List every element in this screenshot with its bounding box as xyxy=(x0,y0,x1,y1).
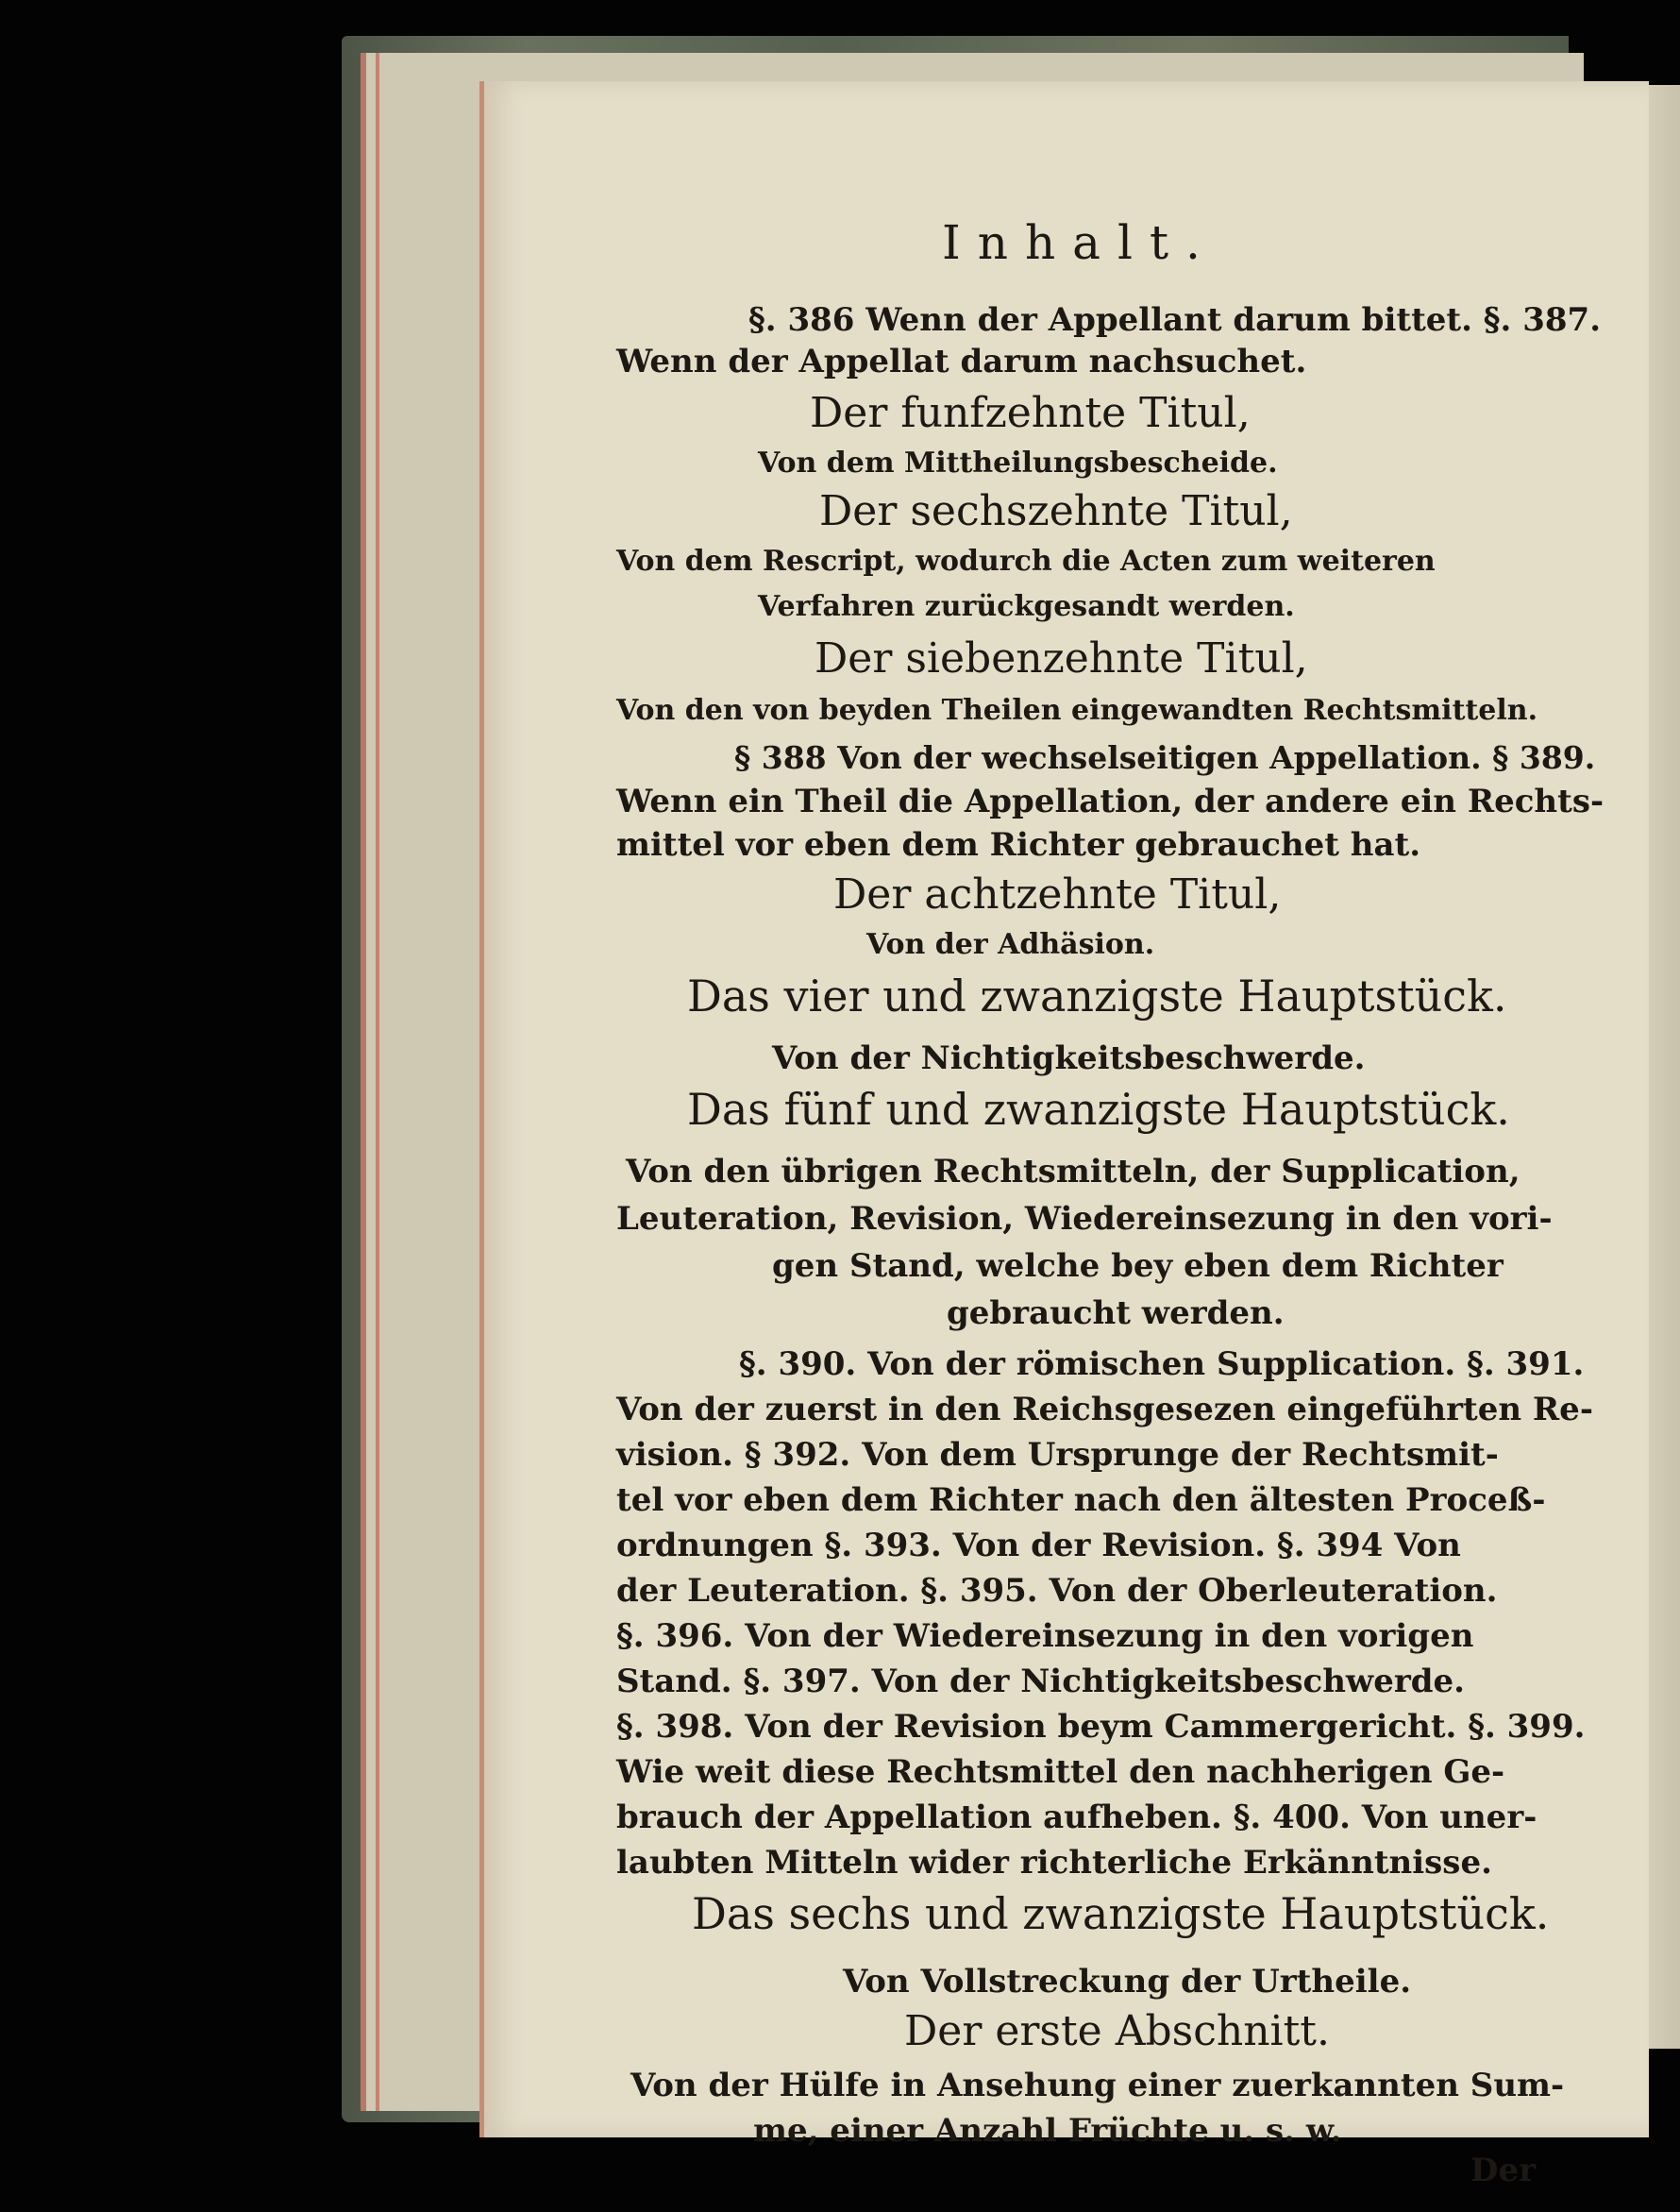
section-heading: Der sechszehnte Titul, xyxy=(819,487,1293,535)
chapter-subtitle: Von Vollstreckung der Urtheile. xyxy=(843,1963,1412,2001)
toc-line: §. 386 Wenn der Appellant darum bittet. §. 387. xyxy=(748,301,1602,339)
toc-line: Von der zuerst in den Reichsgesezen eingeführten Re- xyxy=(616,1391,1593,1428)
chapter-heading: Das vier und zwanzigste Hauptstück. xyxy=(687,971,1507,1022)
chapter-subtitle: Von den übrigen Rechtsmitteln, der Supplication, xyxy=(626,1153,1520,1190)
page-title: Inhalt. xyxy=(942,215,1218,270)
chapter-subtitle: gebraucht werden. xyxy=(947,1294,1285,1332)
toc-line: Wenn ein Theil die Appellation, der andere ein Rechts- xyxy=(616,783,1604,820)
chapter-subtitle: gen Stand, welche bey eben dem Richter xyxy=(772,1247,1504,1285)
toc-line: brauch der Appellation aufheben. §. 400. Von uner- xyxy=(616,1798,1537,1836)
section-subtitle: Von dem Mittheilungsbescheide. xyxy=(758,447,1278,480)
toc-line: §. 398. Von der Revision beym Cammergericht. §. 399. xyxy=(616,1708,1586,1746)
chapter-subtitle: Leuteration, Revision, Wiedereinsezung in den vori- xyxy=(616,1200,1553,1238)
section-subtitle: Von den von beyden Theilen eingewandten Rechtsmitteln. xyxy=(616,694,1538,727)
catchword: Der xyxy=(1470,2152,1537,2189)
section-subtitle: Verfahren zurückgesandt werden. xyxy=(758,590,1295,623)
section-heading: Der siebenzehnte Titul, xyxy=(815,634,1308,683)
toc-line: ordnungen §. 393. Von der Revision. §. 394 Von xyxy=(616,1527,1461,1564)
section-heading: Der achtzehnte Titul, xyxy=(833,870,1282,919)
section-subtitle: Von der Adhäsion. xyxy=(866,928,1155,961)
toc-line: tel vor eben dem Richter nach den ältesten Proceß- xyxy=(616,1481,1546,1519)
section-heading: Der erste Abschnitt. xyxy=(904,2007,1330,2055)
toc-line: §. 390. Von der römischen Supplication. §. 391. xyxy=(739,1345,1585,1383)
toc-line: Stand. §. 397. Von der Nichtigkeitsbeschwerde. xyxy=(616,1663,1465,1700)
toc-line: §. 396. Von der Wiedereinsezung in den vorigen xyxy=(616,1617,1474,1655)
toc-line: § 388 Von der wechselseitigen Appellation. § 389. xyxy=(734,739,1596,776)
section-heading: Der funfzehnte Titul, xyxy=(810,389,1251,437)
toc-line: Wie weit diese Rechtsmittel den nachherigen Ge- xyxy=(616,1753,1505,1791)
chapter-heading: Das fünf und zwanzigste Hauptstück. xyxy=(687,1084,1510,1135)
section-subtitle: Von dem Rescript, wodurch die Acten zum weiteren xyxy=(616,545,1436,578)
toc-line: Wenn der Appellat darum nachsuchet. xyxy=(616,343,1307,380)
toc-line: der Leuteration. §. 395. Von der Oberleuteration. xyxy=(616,1572,1498,1610)
toc-line: me, einer Anzahl Früchte u. s. w. xyxy=(753,2112,1342,2150)
book-page xyxy=(479,81,1649,2189)
red-page-edge xyxy=(376,53,379,2111)
chapter-subtitle: Von der Nichtigkeitsbeschwerde. xyxy=(772,1039,1366,1077)
toc-line: Von der Hülfe in Ansehung einer zuerkannten Sum- xyxy=(630,2067,1565,2104)
toc-line: mittel vor eben dem Richter gebrauchet hat. xyxy=(616,826,1421,864)
toc-line: laubten Mitteln wider richterliche Erkänntnisse. xyxy=(616,1844,1492,1882)
facing-page-edge xyxy=(1644,85,1680,2049)
toc-line: vision. § 392. Von dem Ursprunge der Rechtsmit- xyxy=(616,1436,1499,1474)
chapter-heading: Das sechs und zwanzigste Hauptstück. xyxy=(692,1888,1550,1939)
